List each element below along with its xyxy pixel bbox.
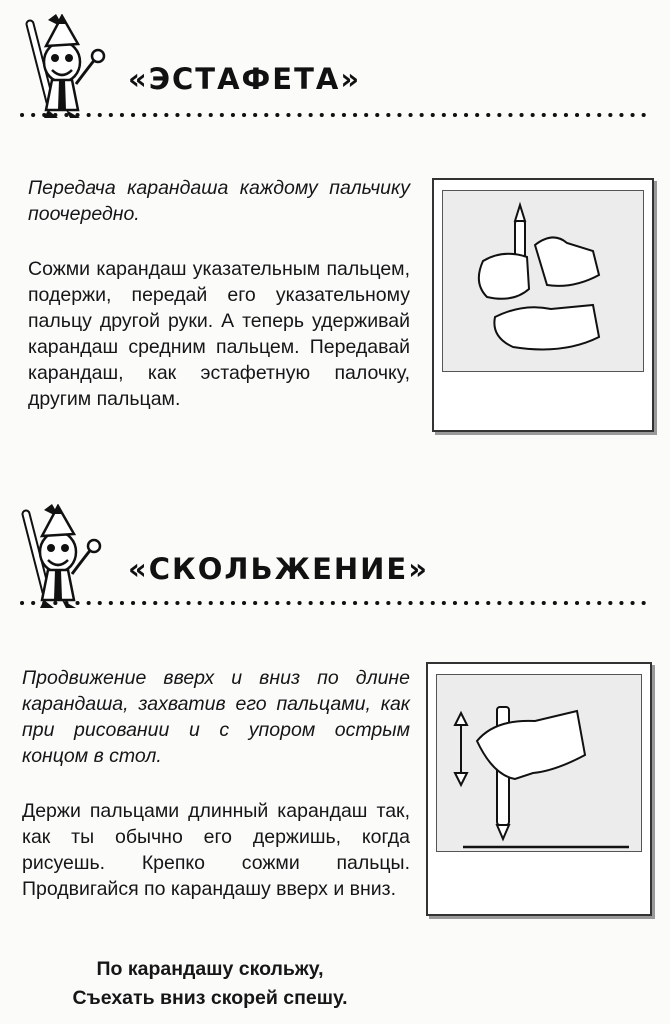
rhyme-line: Съехать вниз скорей спешу.	[72, 987, 348, 1009]
dotted-divider	[20, 600, 652, 606]
illustration-panel	[442, 190, 644, 372]
section-title: «СКОЛЬЖЕНИЕ»	[128, 552, 429, 586]
exercise-subtitle: Продвижение вверх и вниз по длине карандаша, захватив его пальцами, как при рисовании и с упором острым концом в стол.	[22, 667, 410, 767]
exercise-instructions: Держи пальцами длинный карандаш так, как ты обычно его держишь, когда рисуешь. Крепко сожми пальцы. Продвигайся по карандашу вверх и вниз.	[22, 800, 410, 900]
rhyme-line: По карандашу скольжу,	[96, 958, 324, 980]
section-title: «ЭСТАФЕТА»	[128, 62, 362, 96]
exercise-instructions: Сожми карандаш указательным пальцем, подержи, передай его указательному пальцу другой руки. А теперь удерживай карандаш средним пальцем. Передавай карандаш, как эстафетную палочку, другим пальцам.	[28, 258, 410, 410]
hands-passing-pencil-icon	[443, 191, 643, 371]
dotted-divider	[20, 112, 652, 118]
illustration-frame	[426, 662, 652, 916]
pencil-mascot-icon	[22, 14, 116, 122]
exercise-subtitle: Передача карандаша каждому пальчику поочередно.	[28, 177, 410, 225]
pencil-mascot-icon	[18, 504, 112, 612]
rhyme	[0, 955, 420, 1013]
illustration-frame	[432, 178, 654, 432]
hand-sliding-pencil-icon	[437, 675, 641, 851]
illustration-panel	[436, 674, 642, 852]
